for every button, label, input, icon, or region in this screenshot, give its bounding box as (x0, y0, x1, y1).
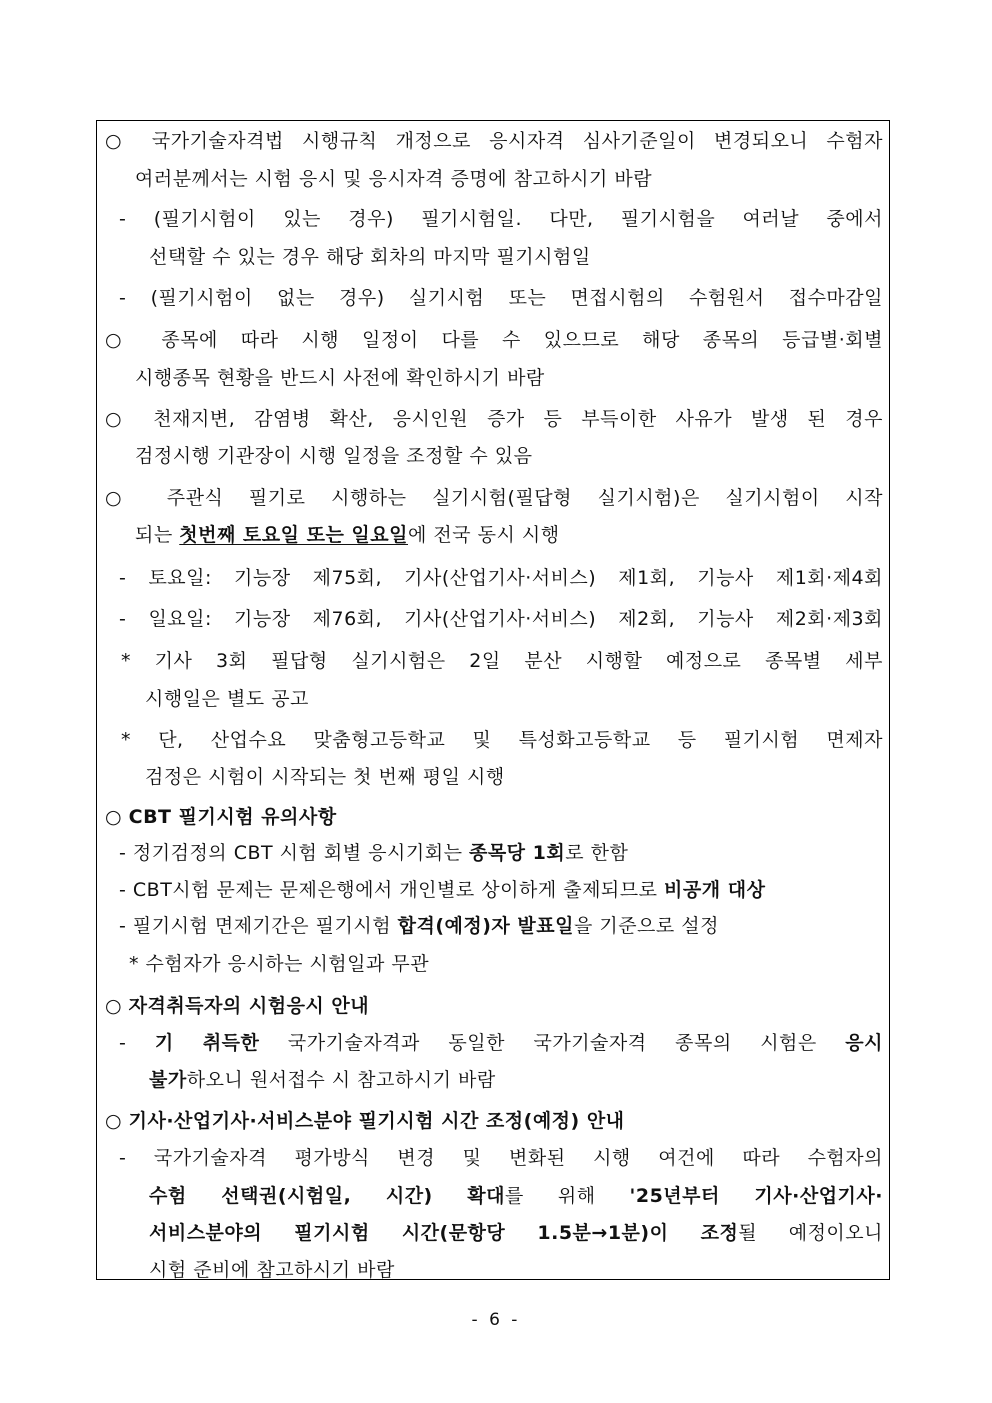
s1-line1: ○ 국가기술자격법 시행규칙 개정으로 응시자격 심사기준일이 변경되오니 수험자 (105, 130, 883, 152)
s4-note1a: * 기사 3회 필답형 실기시험은 2일 분산 시행할 예정으로 종목별 세부 (121, 650, 883, 672)
s5-heading (105, 805, 897, 829)
notice-box (96, 120, 890, 1280)
s7-detail1b-mid: 를 위해 (505, 1185, 630, 1207)
s5-heading-mark: ○ (105, 806, 129, 828)
s7-detail1b-emphasis2: '25년부터 기사·산업기사· (629, 1185, 883, 1207)
s5-detail1-pre: - 정기검정의 CBT 시험 회별 응시기회는 (119, 842, 469, 864)
s1-detail1a: - (필기시험이 있는 경우) 필기시험일. 다만, 필기시험을 여러날 중에서 (119, 208, 883, 230)
s7-detail1b (149, 1184, 883, 1208)
s7-detail1c-emphasis: 서비스분야의 필기시험 시간(문항당 1.5분→1분)이 조정 (149, 1222, 739, 1244)
s7-heading (105, 1109, 897, 1133)
s7-detail1c (149, 1221, 883, 1245)
s5-detail3-pre: - 필기시험 면제기간은 필기시험 (119, 915, 398, 937)
s6-detail1b-emphasis: 불가 (149, 1069, 187, 1091)
s6-detail1b-post: 하오니 원서접수 시 참고하시기 바람 (186, 1069, 496, 1091)
s5-detail1-post: 로 한함 (565, 842, 629, 864)
s5-detail1 (119, 841, 911, 865)
s6-detail1a (119, 1031, 883, 1055)
s5-heading-text: CBT 필기시험 유의사항 (128, 806, 337, 828)
s6-detail1-emphasis: 기 취득한 (154, 1032, 260, 1054)
s4-saturday: - 토요일: 기능장 제75회, 기사(산업기사·서비스) 제1회, 기능사 제1회·제4회 (119, 567, 883, 589)
s1-detail1b: 선택할 수 있는 경우 해당 회차의 마지막 필기시험일 (149, 246, 591, 268)
s7-heading-mark: ○ (105, 1110, 129, 1132)
s5-detail3-emphasis: 합격(예정)자 발표일 (397, 915, 574, 937)
s5-detail1-emphasis: 종목당 1회 (468, 842, 566, 864)
s4-line1: ○ 주관식 필기로 시행하는 실기시험(필답형 실기시험)은 실기시험이 시작 (105, 487, 883, 509)
s4-line2 (135, 523, 927, 547)
s4-note2a: * 단, 산업수요 맞춤형고등학교 및 특성화고등학교 등 필기시험 면제자 (121, 729, 883, 751)
s6-detail1-emphasis2: 응시 (845, 1032, 883, 1054)
s6-heading-mark: ○ (105, 995, 129, 1017)
page-number: - 6 - (471, 1310, 521, 1330)
s5-detail2-emphasis: 비공개 대상 (664, 879, 766, 901)
s6-detail1b (149, 1068, 941, 1092)
s3-line2: 검정시행 기관장이 시행 일정을 조정할 수 있음 (135, 445, 533, 467)
s4-note2b: 검정은 시험이 시작되는 첫 번째 평일 시행 (145, 766, 505, 788)
s7-detail1b-emphasis: 수험 선택권(시험일, 시간) 확대 (149, 1185, 506, 1207)
s1-detail2: - (필기시험이 없는 경우) 실기시험 또는 면접시험의 수험원서 접수마감일 (119, 287, 883, 309)
s5-detail2-pre: - CBT시험 문제는 문제은행에서 개인별로 상이하게 출제되므로 (119, 879, 665, 901)
s7-detail1c-post: 될 예정이오니 (738, 1222, 883, 1244)
s2-line1: ○ 종목에 따라 시행 일정이 다를 수 있으므로 해당 종목의 등급별·회별 (105, 329, 883, 351)
s4-line2-post: 에 전국 동시 시행 (408, 524, 560, 546)
s7-detail1a: - 국가기술자격 평가방식 변경 및 변화된 시행 여건에 따라 수험자의 (119, 1147, 883, 1169)
s4-note1b: 시행일은 별도 공고 (145, 688, 309, 710)
s4-line2-pre: 되는 (135, 524, 180, 546)
s7-heading-text: 기사·산업기사·서비스분야 필기시험 시간 조정(예정) 안내 (128, 1110, 625, 1132)
s4-line2-emphasis: 첫번째 토요일 또는 일요일 (179, 524, 408, 546)
s5-note1: * 수험자가 응시하는 시험일과 무관 (129, 953, 430, 975)
s6-detail1-dash: - (119, 1032, 155, 1054)
s4-sunday: - 일요일: 기능장 제76회, 기사(산업기사·서비스) 제2회, 기능사 제2회·제3회 (119, 608, 883, 630)
s6-heading (105, 994, 897, 1018)
s1-line2: 여러분께서는 시험 응시 및 응시자격 증명에 참고하시기 바람 (135, 168, 653, 190)
s7-detail1d: 시험 준비에 참고하시기 바람 (149, 1259, 395, 1281)
s2-line2: 시행종목 현황을 반드시 사전에 확인하시기 바람 (135, 367, 545, 389)
s6-heading-text: 자격취득자의 시험응시 안내 (128, 995, 370, 1017)
s5-detail3 (119, 914, 911, 938)
s3-line1: ○ 천재지변, 감염병 확산, 응시인원 증가 등 부득이한 사유가 발생 된 경우 (105, 408, 883, 430)
s5-detail3-post: 을 기준으로 설정 (573, 915, 720, 937)
s5-detail2 (119, 878, 911, 902)
s6-detail1-mid: 국가기술자격과 동일한 국가기술자격 종목의 시험은 (259, 1032, 846, 1054)
